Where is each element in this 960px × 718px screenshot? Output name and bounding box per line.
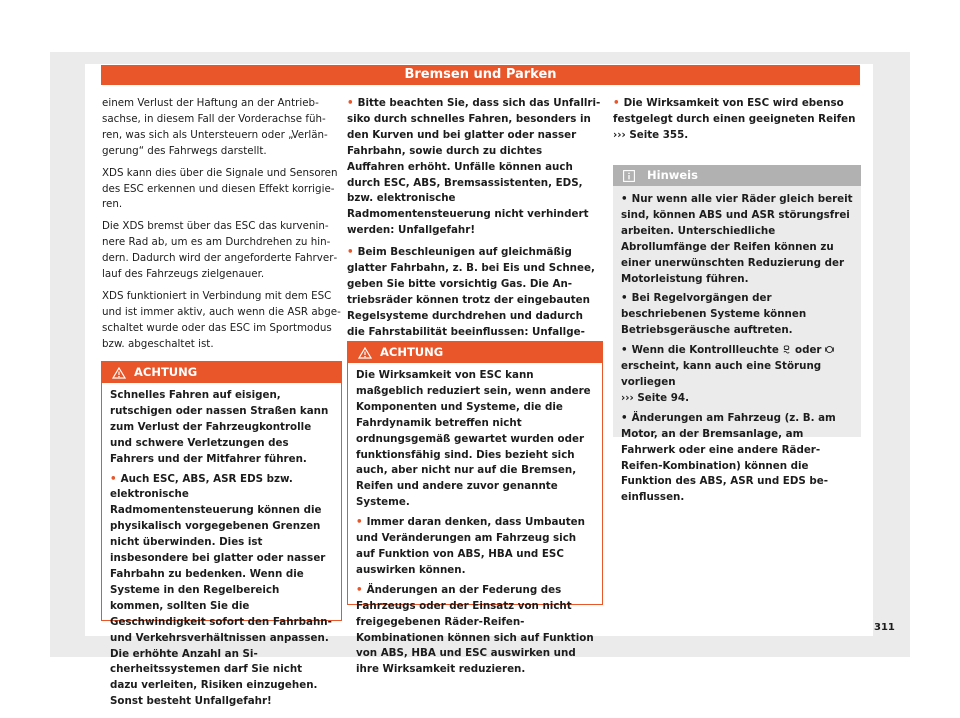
page-reference-link[interactable]: ››› Seite 94. [621, 391, 689, 404]
list-item [356, 515, 594, 579]
bullet-icon: • [621, 193, 628, 205]
list-item-text: Auch ESC, ABS, ASR EDS bzw. elektronische Radmomentensteuerung können die physikalisch vorgegebenen Grenzen nicht überwinden. Dies ist insbesondere bei glatter oder nasser Fahrbahn zu bedenken. Wenn die Systeme in den Regelbereich kommen, sollten Sie die Geschwindigkeit sofort den Fahrbahn- und Verkehrsverhältnissen anpassen. Die erhöhte Anzahl an Sicherheitssystemen darf Sie nicht dazu verleiten, Risiken einzugehen. Sonst besteht Unfallgefahr! [110, 472, 332, 708]
warning-intro: Schnelles Fahren auf eisigen, rutschigen oder nassen Straßen kann zum Verlust der Fahrzeugkontrolle und schwere Verletzungen des Fahrers und der Mitfahrer führen. [110, 389, 329, 465]
list-item-text: Die Wirksamkeit von ESC wird ebenso festgelegt durch einen geeigneten Reifen [613, 97, 856, 125]
note-title-text: Hinweis [647, 168, 698, 182]
warning-box-title [348, 342, 602, 363]
warning-triangle-icon [358, 347, 372, 359]
list-item [356, 583, 594, 678]
info-icon [623, 170, 635, 182]
esc-warning-light-icon [782, 345, 791, 354]
bullet-icon: • [347, 97, 354, 109]
warning-box-1 [101, 361, 342, 708]
list-item-text: Bitte beachten Sie, dass sich das Unfallrisiko durch schnelles Fahren, besonders in den Kurven und bei glatter oder nasser Fahrbahn, sowie durch zu dichtes Auffahren erhöht. Unfälle können auch durch ESC, ABS, Bremsassistenten, EDS, bzw. elektronische Radmomentensteuerung nicht verhindert werden: Unfallgefahr! [347, 97, 601, 237]
warning-box-2 [347, 341, 603, 676]
list-item-text: Änderungen an der Federung des Fahrzeugs oder der Einsatz von nicht freigegebenen Räder-Reifen-Kombinationen können sich auf Funktion von ABS, HBA und ESC auswirken und ihre Wirksamkeit reduzieren. [356, 583, 594, 676]
paragraph: Die XDS bremst über das ESC das kurveninnere Rad ab, um es am Durchdrehen zu hindern. Dadurch wird der angeforderte Fahrverlauf des Fahrzeugs zielgenauer. [102, 220, 338, 281]
column-3 [613, 96, 861, 150]
warning-box-body [348, 363, 602, 686]
list-item [621, 192, 853, 287]
list-item-text: Änderungen am Fahrzeug (z. B. am Motor, an der Bremsanlage, am Fahrwerk oder eine andere Räder-Reifen-Kombination) können die Funktion des ABS, ASR und EDS beeinflussen. [621, 411, 836, 504]
bullet-icon: • [110, 472, 117, 485]
list-item [347, 96, 602, 239]
bullet-icon: • [621, 411, 628, 424]
warning-title-text: ACHTUNG [134, 365, 198, 379]
list-item [613, 96, 861, 144]
page-number: 311 [874, 622, 895, 633]
note-box [613, 165, 861, 504]
note-box-title [613, 165, 861, 186]
list-item-text: erscheint, kann auch eine Störung vorliegen [621, 360, 822, 388]
paragraph: XDS funktioniert in Verbindung mit dem ESC und ist immer aktiv, auch wenn die ASR abgeschaltet wurde oder das ESC im Sportmodus bzw. abgeschaltet ist. [102, 289, 341, 350]
page-header: Bremsen und Parken [101, 65, 860, 85]
bullet-icon: • [613, 97, 620, 109]
list-item [621, 291, 853, 339]
warning-triangle-icon [112, 367, 126, 379]
bullet-icon: • [621, 292, 628, 305]
paragraph: XDS kann dies über die Signale und Sensoren des ESC erkennen und diesen Effekt korrigieren. [102, 166, 338, 211]
warning-box-title [102, 362, 341, 383]
bullet-icon: • [356, 516, 363, 529]
bullet-icon: • [621, 344, 628, 357]
abs-warning-light-icon [825, 345, 834, 354]
page-reference-link[interactable]: ››› Seite 355. [613, 128, 689, 141]
warning-intro: Die Wirksamkeit von ESC kann maßgeblich reduziert sein, wenn andere Komponenten und Systeme, die die Fahrdynamik betreffen nicht ordnungsgemäß gewartet wurden oder funktionsfähig sind. Dies bezieht sich auch, aber nicht nur auf die Bremsen, Reifen und andere zuvor genannte Systeme. [356, 369, 591, 509]
list-item [621, 343, 853, 407]
warning-title-text: ACHTUNG [380, 345, 444, 359]
list-item [621, 411, 853, 506]
list-item [347, 245, 602, 356]
list-item-text: Immer daran denken, dass Umbauten und Veränderungen am Fahrzeug sich auf Funktion von ABS, HBA und ESC auswirken können. [356, 516, 585, 576]
column-2 [347, 96, 602, 363]
list-item [110, 472, 333, 711]
paragraph: einem Verlust der Haftung an der Antriebsachse, in diesem Fall der Vorderachse führen, was sich als Untersteuern oder „Verlängerung“ des Fahrwegs darstellt. [102, 97, 328, 157]
list-item-text: Wenn die Kontrollleuchte [631, 344, 779, 357]
list-item-text: Beim Beschleunigen auf gleichmäßig glatter Fahrbahn, z. B. bei Eis und Schnee, geben Sie bitte vorsichtig Gas. Die Antriebsräder können trotz der eingebauten Regelsysteme durchdrehen und dadurch die Fahrstabilität beeinflussen: Unfallge [347, 246, 595, 338]
bullet-icon: • [347, 246, 354, 259]
note-box-body [613, 186, 861, 514]
column-1 [102, 96, 342, 359]
list-item-text: Nur wenn alle vier Räder gleich bereit sind, können ABS und ASR störungsfrei arbeiten. Unterschiedliche Abrollumfänge der Reifen können zu einer unerwünschten Reduzierung der Motorleistung führen. [621, 193, 853, 285]
bullet-icon: • [356, 583, 363, 596]
list-item-text: oder [795, 344, 822, 357]
list-item-text: Bei Regelvorgängen der beschriebenen Systeme können Betriebsgeräusche auftreten. [621, 292, 807, 337]
warning-box-body [102, 383, 341, 718]
